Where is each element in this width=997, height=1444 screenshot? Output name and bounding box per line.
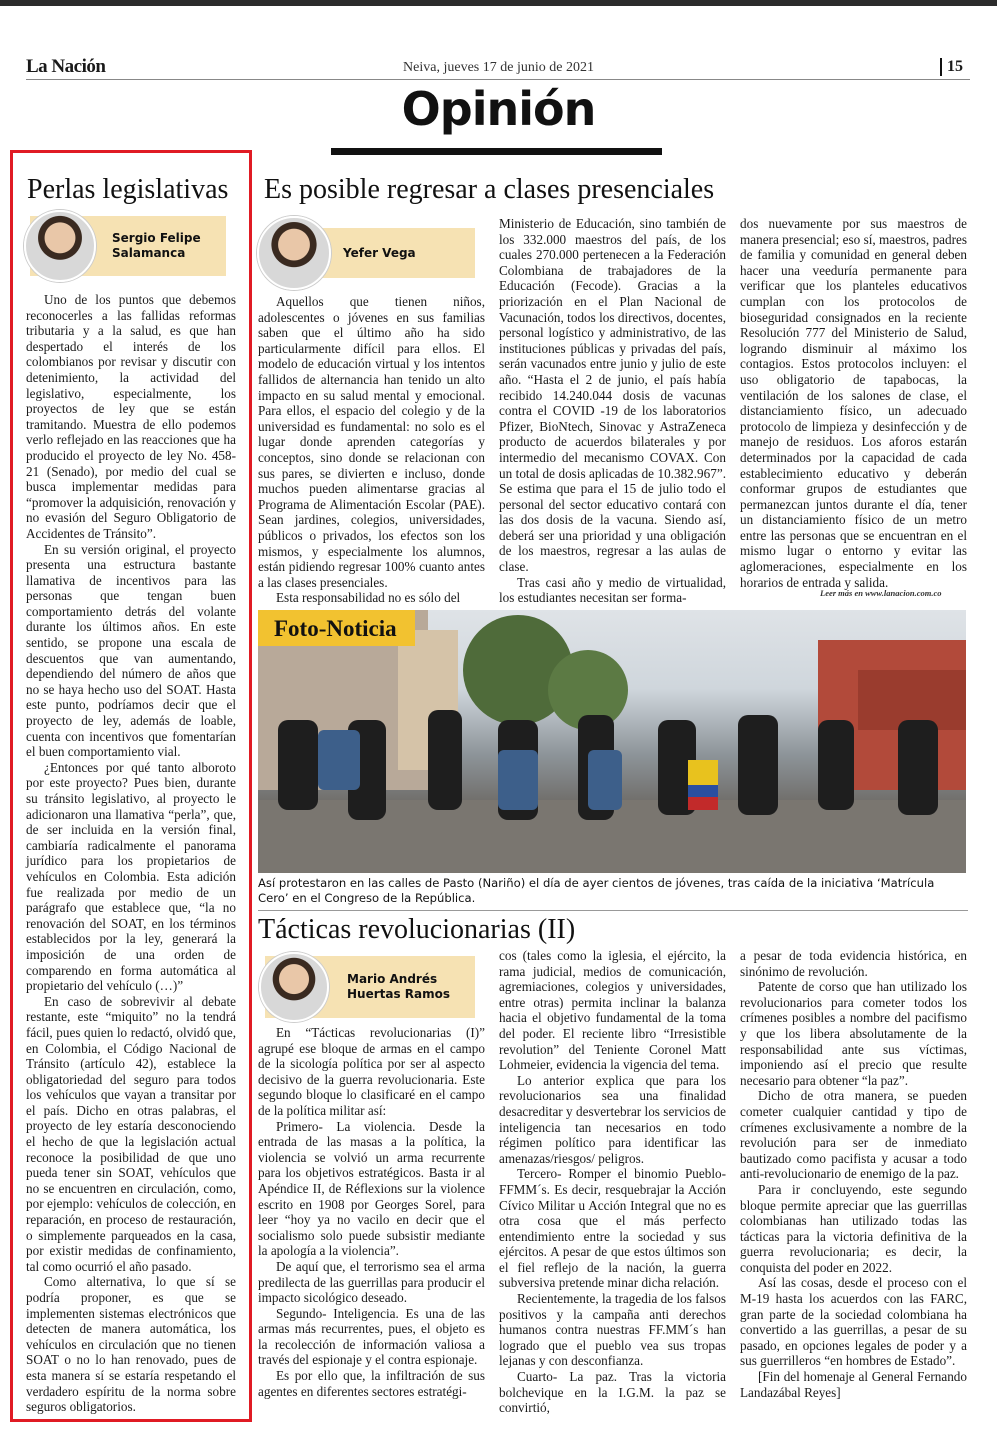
article3-col3 [740, 948, 967, 1400]
paragraph: [Fin del homenaje al General Fernando Landazábal Reyes] [740, 1369, 967, 1400]
masthead-divider [26, 79, 970, 80]
paragraph: Cuarto- La paz. Tras la victoria bolchevique en la I.G.M. la paz se convirtió, [499, 1369, 726, 1416]
paragraph: cos (tales como la iglesia, el ejército, la rama judicial, medios de comunicación, agremiaciones, colegios y universidades, entre otras) permita inclinar la balanza hacia el objetivo fundamental de la toma del poder. El reciente libro “Irresistible revolution” del Teniente Coronel Matt Lohmeier, evidencia la vigencia del tema. [499, 948, 726, 1073]
news-photo [258, 610, 966, 873]
paragraph: Primero- La violencia. Desde la entrada de las masas a la política, la violencia se volvió un arma recurrente para los objetivos estratégicos. Basta ir al Apéndice II, de Réflexions sur la violence escrito en 1908 por Georges Sorel, para leer “hoy ya no vacilo en decir que el socialismo solo puede subsistir mediante la apología a la violencia”. [258, 1118, 485, 1259]
article3-col2 [499, 948, 726, 1416]
article2-col2 [499, 216, 726, 606]
article1-body [26, 292, 236, 1415]
article2-author: Yefer Vega [343, 245, 416, 260]
paragraph: En “Tácticas revolucionarias (I)” agrupé ese bloque de armas en el campo de la sicología política por ser al aspecto decisivo de la guerra revolucionaria. Este segundo bloque lo clasificaré en el campo de la política militar así: [258, 1025, 485, 1118]
paragraph: En caso de sobrevivir al debate restante, este “miquito” no la tendrá fácil, pues quien lo redactó, olvidó que, en Colombia, el Código Nacional de Tránsito (artículo 42), establece la obligatoriedad del seguro para todos los vehículos que vayan a transitar por el país. Dicho en otras palabras, el proyecto de ley estaría desconociendo el hecho de que la legislación actual reconoce la posibilidad de que uno pueda tener sin SOAT, vehículos que no se encuentren en circulación, como, por ejemplo: vehículos de colección, en reparación, en proceso de restauración, o simplemente parqueados en la casa, por existir medidas de confinamiento, tal como ocurrió el año pasado. [26, 993, 236, 1274]
paragraph: De aquí que, el terrorismo sea el arma predilecta de las guerrillas para producir el impacto sicológico deseado. [258, 1258, 485, 1306]
article2-byline [265, 228, 475, 278]
article3-author: Mario Andrés Huertas Ramos [347, 972, 451, 1001]
article1-title: Perlas legislativas [27, 174, 229, 205]
article1-author: Sergio Felipe Salamanca [112, 231, 201, 260]
paragraph: Ministerio de Educación, sino también de los 332.000 maestros del país, de los cuales 270.000 pertenecen a la Federación Colombiana de trabajadores de la Educación (Fecode). Gracias a la priorización en el Plan Nacional de Vacunación, todos los directivos, docentes, personal logístico y administrativo, de las instituciones públicas y privadas del país, serán vacunados entre junio y julio de este año. “Hasta el 2 de junio, el país había recibido 14.240.044 dosis de vacunas contra el COVID -19 de los laboratorios Pfizer, BioNtech, Sinovac y AstraZeneca producto de acuerdos bilaterales y por intermedio del mecanismo COVAX. Con un total de dosis aplicadas de 10.382.967”. Se estima que para el 15 de julio todo el personal del sector educativo contará con las dos dosis de la vacuna. Siendo así, deberá ser una prioridad y una obligación de los maestros, regresar a las aulas de clase. [499, 216, 726, 575]
read-more-credit: Leer más en www.lanacion.com.co [820, 588, 942, 598]
paragraph: Como alternativa, lo que sí se podría proponer, es que se implementen sistemas electrónicos que detecten de manera automática, los vehículos en circulación que no tienen SOAT o no lo han renovado, pues de esta manera sí se estaría respetando el verdadero espíritu de la norma sobre seguros obligatorios. [26, 1274, 236, 1415]
photo-news-label: Foto-Noticia [258, 610, 415, 646]
article3-byline [265, 956, 475, 1018]
paragraph: dos nuevamente por sus maestros de manera presencial; eso sí, maestros, padres de familia y comunidad en general deben hacer una veeduría permanente para verificar que los planteles educativos cumplan con los protocolos de bioseguridad consignados en la reciente Resolución 777 del Ministerio de Salud, logrando disminuir al máximo los contagios. Estos protocolos incluyen: el uso obligatorio de tapabocas, la ventilación de los salones de clase, el distanciamiento físico, un adecuado protocolo de limpieza y desinfección y de manejo de residuos. Los aforos estarán determinados por la capacidad de cada establecimiento educativo y deberán conformar grupos de estudiantes que permanezcan juntos durante el día, tener un distanciamiento físico de un metro entre las personas que se encuentran en el mismo lugar o entorno y evitar las aglomeraciones, especialmente en los horarios de entrada y salida. [740, 216, 967, 590]
article2-col3 [740, 216, 967, 590]
top-bar [0, 0, 997, 6]
paragraph: Recientemente, la tragedia de los falsos positivos y la campaña anti derechos humanos contra nuestras FF.MM´s han logrado que el pueblo vea sus tropas lejanas y con desconfianza. [499, 1291, 726, 1369]
paragraph: Patente de corso que han utilizado los revolucionarios para cometer todos los crímenes posibles a nombre del pacifismo y que los libera absolutamente de la responsabilidad ante sus víctimas, imponiendo así el precio que resulte necesario para obtener “la paz”. [740, 979, 967, 1088]
paragraph: En su versión original, el proyecto presenta una estructura bastante llamativa de incentivos para las personas que tengan buen comportamiento detrás del volante durante los últimos años. En este sentido, se propone una escala de descuentos que van aumentando, dependiendo del número de años que no se haya hecho uso del SOAT. Hasta este punto, podríamos decir que el proyecto de ley, además de loable, cuenta con incentivos que fomentarían el buen comportamiento vial. [26, 541, 236, 760]
article3-col1 [258, 1025, 485, 1399]
article2-col1 [258, 294, 485, 606]
paragraph: Aquellos que tienen niños, adolescentes o jóvenes en sus familias saben que el último año ha sido particularmente difícil para ellos. El modelo de educación virtual y los intentos fallidos de alternancia han tenido un alto impacto en su salud mental y emocional. Para ellos, el espacio del colegio y de la universidad es fundamental: no solo es el lugar donde aprenden categorías y conceptos, sino donde se relacionan con sus pares, se divierten e incluso, donde muchos pueden alimentarse gracias al Programa de Alimentación Escolar (PAE). Sean jardines, colegios, universidades, públicos o privados, los efectos son los mismos, y especialmente los alumnos, están pidiendo regresar 100% cuanto antes a las clases presenciales. [258, 294, 485, 590]
paragraph: Lo anterior explica que para los revolucionarios sea una finalidad desacreditar y desvertebrar los servicios de inteligencia tan necesarios en todo régimen político para identificar las amenazas/riesgos/ peligros. [499, 1072, 726, 1166]
author-photo [24, 210, 96, 282]
paragraph: Tras casi año y medio de virtualidad, los estudiantes necesitan ser forma- [499, 574, 726, 606]
paragraph: Tercero- Romper el binomio Pueblo-FFMM´s. Es decir, resquebrajar la Acción Cívico Militar u Acción Integral que no es otra cosa que el más perfecto entendimiento entre la sociedad y sus ejércitos. A pesar de que estos últimos son el fiel reflejo de la nación, la guerra subversiva pretende minar dicha relación. [499, 1166, 726, 1291]
protest-scene-illustration [258, 610, 966, 873]
paragraph: Es por ello que, la infiltración de sus agentes en diferentes sectores estratégi- [258, 1368, 485, 1399]
paragraph: Uno de los puntos que debemos reconocerles a las fallidas reformas tributaria y a la salud, es que han despertado el interés de los colombianos por revisar y discutir con detenimiento, la actividad del legislativo, especialmente, los proyectos de ley que se están tramitando. Muestra de ello podemos verlo reflejado en las reacciones que ha producido el proyecto de ley No. 458-21 (Senado), por medio del cual se busca implementar medidas para “promover la adquisición, renovación y no evasión del Seguro Obligatorio de Accidentes de Tránsito”. [26, 292, 236, 541]
newspaper-logo: La Nación [26, 56, 106, 77]
article-divider [258, 910, 968, 911]
paragraph: a pesar de toda evidencia histórica, en sinónimo de revolución. [740, 948, 967, 979]
issue-date: Neiva, jueves 17 de junio de 2021 [403, 60, 594, 75]
paragraph: Esta responsabilidad no es sólo del [276, 590, 461, 606]
paragraph: Dicho de otra manera, se pueden cometer cualquier cantidad y tipo de crímenes exclusivamente a nombre de la revolución para ser de inmediato bautizado como pacifista y acusar a todo anti-revolucionario de enemigo de la paz. [740, 1088, 967, 1182]
author-photo [259, 952, 329, 1022]
section-title: Opinión [401, 82, 596, 136]
article3-title: Tácticas revolucionarias (II) [258, 914, 576, 945]
paragraph: ¿Entonces por qué tanto alboroto por este proyecto? Pues bien, durante su tránsito legislativo, al proyecto le adicionaron una llamativa “perla”, que, de ser incluida en la versión final, cambiaría radicalmente el panorama jurídico para los propietarios de vehículos en Colombia. Esta adición fue realizada por medio de un parágrafo que establece que, “la no renovación del SOAT, en los términos establecidos por la ley, generará la imposición de una orden de comparendo en forma automática al propietario del vehículo (…)” [26, 759, 236, 994]
paragraph: Para ir concluyendo, este segundo bloque permite apreciar que las guerrillas colombianas han utilizado todas las tácticas para la victoria definitiva de la guerra revolucionaria; es decir, la conquista del poder en 2022. [740, 1181, 967, 1275]
section-divider [331, 148, 662, 155]
page-number: 15 [940, 58, 963, 76]
article1-byline [30, 216, 226, 276]
photo-caption: Así protestaron en las calles de Pasto (Nariño) el día de ayer cientos de jóvenes, tras caída de la iniciativa ‘Matrícula Cero’ en el Congreso de la República. [258, 876, 935, 905]
paragraph: Así las cosas, desde el proceso con el M-19 hasta los acuerdos con las FARC, gran parte de la sociedad colombiana ha convertido a las guerrillas, a pesar de su pasado, en opciones legales de poder y a sus guerrilleros “en hombres de Estado”. [740, 1275, 967, 1369]
article2-title: Es posible regresar a clases presenciales [264, 174, 715, 205]
author-photo [257, 216, 331, 290]
paragraph: Segundo- Inteligencia. Es una de las armas más recurrentes, pues, el objeto es la recolección de información valiosa a través del espionaje y el contra espionaje. [258, 1305, 485, 1368]
